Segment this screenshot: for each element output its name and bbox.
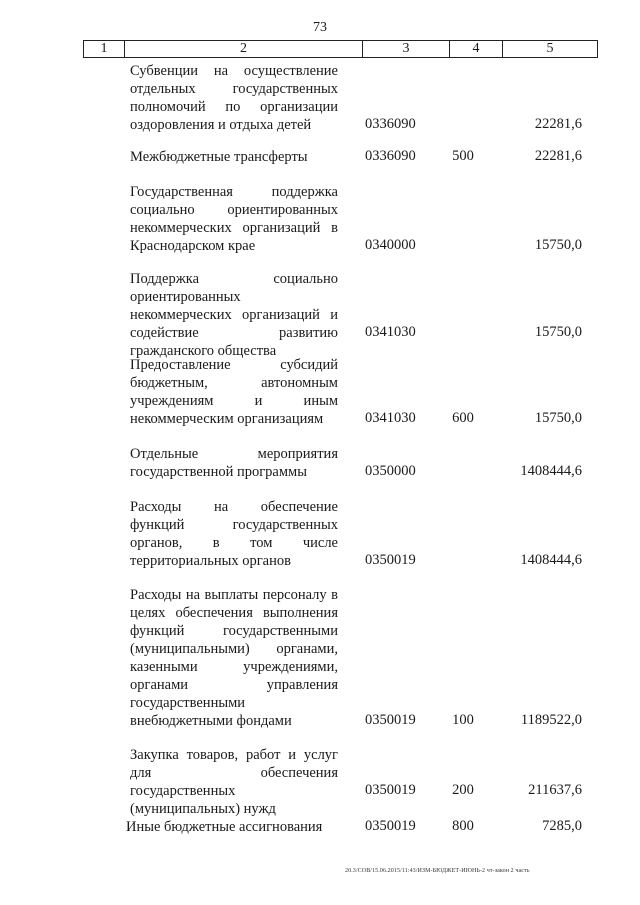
row-code: 0350019 — [365, 818, 416, 834]
row-name: Субвенции на осуществление отдельных государственных полномочий по организации оздоровления и отдыха детей — [130, 63, 338, 133]
row-code: 0336090 — [365, 148, 416, 164]
row-amount: 15750,0 — [534, 410, 582, 426]
table-header — [83, 40, 598, 58]
row-amount: 22281,6 — [534, 148, 582, 164]
row-amount: 15750,0 — [534, 237, 582, 253]
row-code: 0350019 — [365, 712, 416, 728]
row-category: 600 — [452, 410, 474, 426]
row-name: Отдельные мероприятия государственной программы — [130, 446, 338, 480]
row-name: Расходы на выплаты персоналу в целях обеспечения выполнения функций государственными (муниципальными) органами, казенными учреждениями, органами управления государственными внебюджетными фондами — [130, 587, 338, 729]
row-category: 100 — [452, 712, 474, 728]
header-col-4: 4 — [450, 41, 503, 57]
row-amount: 1408444,6 — [520, 463, 582, 479]
row-amount: 1408444,6 — [520, 552, 582, 568]
row-code: 0350000 — [365, 463, 416, 479]
row-name: Иные бюджетные ассигнования — [126, 819, 323, 835]
row-code: 0350019 — [365, 552, 416, 568]
row-name: Закупка товаров, работ и услуг для обеспечения государственных (муниципальных) нужд — [130, 747, 338, 817]
row-category: 500 — [452, 148, 474, 164]
row-amount: 211637,6 — [528, 782, 582, 798]
row-amount: 7285,0 — [542, 818, 582, 834]
header-col-5: 5 — [546, 41, 554, 56]
header-col-2: 2 — [125, 41, 363, 57]
row-name: Предоставление субсидий бюджетным, автономным учреждениям и иным некоммерческим организациям — [130, 357, 338, 427]
row-code: 0350019 — [365, 782, 416, 798]
document-footer: 20.3/СОВ/15.06.2015/11:43/ИЗМ-БЮДЖЕТ-ИЮНЬ-2 чт-закон 2 часть — [345, 868, 530, 874]
row-category: 800 — [452, 818, 474, 834]
row-name: Межбюджетные трансферты — [130, 149, 308, 165]
row-code: 0340000 — [365, 237, 416, 253]
row-code: 0336090 — [365, 116, 416, 132]
row-code: 0341030 — [365, 324, 416, 340]
row-name: Расходы на обеспечение функций государственных органов, в том числе территориальных органов — [130, 499, 338, 569]
row-amount: 1189522,0 — [520, 712, 582, 728]
page-number: 73 — [313, 20, 327, 35]
row-category: 200 — [452, 782, 474, 798]
row-code: 0341030 — [365, 410, 416, 426]
header-col-3: 3 — [363, 41, 450, 57]
header-col-1: 1 — [84, 41, 125, 57]
row-amount: 15750,0 — [534, 324, 582, 340]
row-amount: 22281,6 — [534, 116, 582, 132]
row-name: Поддержка социально ориентированных некоммерческих организаций и содействие развитию гражданского общества — [130, 271, 338, 359]
row-name: Государственная поддержка социально ориентированных некоммерческих организаций в Краснодарском крае — [130, 184, 338, 254]
